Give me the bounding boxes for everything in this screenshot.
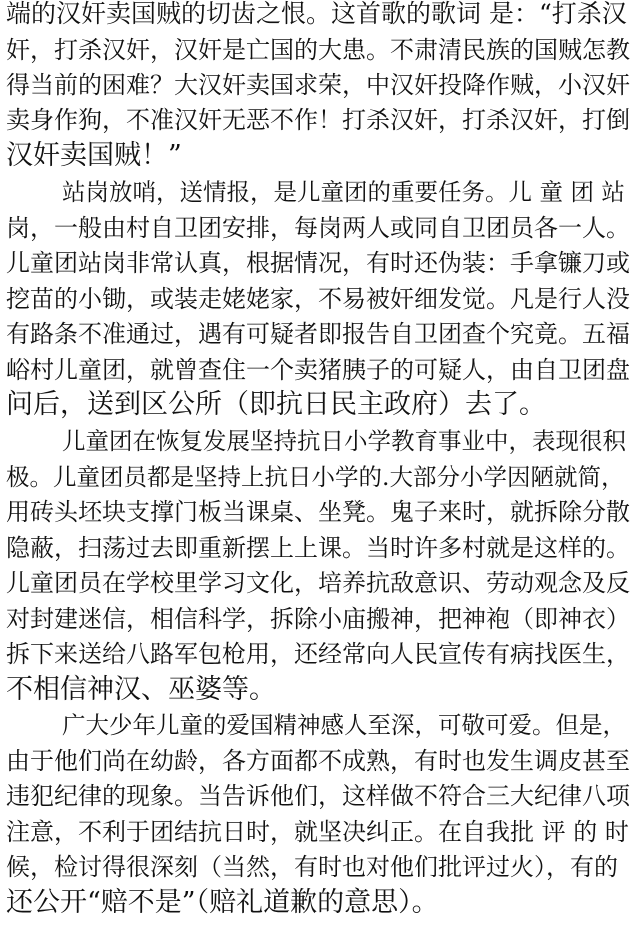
text-line: 对封建迷信，相信科学，拆除小庙搬神，把神袍（即神衣） xyxy=(6,605,630,633)
text-line: 违犯纪律的现象。当告诉他们，这样做不符合三大纪律八项 xyxy=(6,782,630,810)
text-line: 问后，送到区公所（即抗日民主政府）去了。 xyxy=(6,389,546,420)
text-line: 峪村儿童团，就曾查住一个卖猪胰子的可疑人，由自卫团盘 xyxy=(6,356,630,384)
text-line: 拆下来送给八路军包枪用，还经常向人民宣传有病找医生， xyxy=(6,640,630,668)
text-line: 有路条不准通过，遇有可疑者即报告自卫团查个究竟。五福 xyxy=(6,320,630,348)
text-line: 儿童团在恢复发展坚持抗日小学教育事业中，表现很积 xyxy=(62,427,626,455)
text-line: 广大少年儿童的爱国精神感人至深，可敬可爱。但是， xyxy=(62,711,626,739)
text-line: 岗，一般由村自卫团安排，每岗两人或同自卫团员各一人。 xyxy=(6,214,630,242)
text-line: 注意，不利于团结抗日时，就坚决纠正。在自我批 评 的 时 xyxy=(6,818,629,846)
text-line: 挖苗的小锄，或装走姥姥家，不易被奸细发觉。凡是行人没 xyxy=(6,285,630,313)
text-line: 儿童团站岗非常认真，根据情况，有时还伪装：手拿镰刀或 xyxy=(6,249,630,277)
text-line: 不相信神汉、巫婆等。 xyxy=(6,674,276,705)
text-line: 站岗放哨，送情报，是儿童团的重要任务。儿 童 团 站 xyxy=(62,178,625,206)
text-line: 得当前的困难？大汉奸卖国求荣，中汉奸投降作贼，小汉奸 xyxy=(6,71,630,99)
text-line: 儿童团员在学校里学习文化，培养抗敌意识、劳动观念及反 xyxy=(6,569,630,597)
text-line: 汉奸卖国贼！” xyxy=(6,140,182,171)
text-line: 极。儿童团员都是坚持上抗日小学的.大部分小学因陋就简， xyxy=(6,463,625,491)
text-line: 用砖头坯块支撑门板当课桌、坐凳。鬼子来时，就拆除分散 xyxy=(6,498,630,526)
text-line: 候，检讨得很深刻（当然，有时也对他们批评过火），有的 xyxy=(6,853,618,881)
text-line: 隐蔽，扫荡过去即重新摆上上课。当时许多村就是这样的。 xyxy=(6,534,630,562)
text-line: 卖身作狗，不准汉奸无恶不作！打杀汉奸，打杀汉奸，打倒 xyxy=(6,106,630,134)
text-line: 奸，打杀汉奸，汉奸是亡国的大患。不肃清民族的国贼怎教 xyxy=(6,36,630,64)
text-line: 由于他们尚在幼龄，各方面都不成熟，有时也发生调皮甚至 xyxy=(6,747,630,775)
text-line: 端的汉奸卖国贼的切齿之恨。这首歌的歌词 是：“打杀汉 xyxy=(6,0,627,28)
text-line: 还公开“赔不是”（赔礼道歉的意思）。 xyxy=(6,887,439,918)
